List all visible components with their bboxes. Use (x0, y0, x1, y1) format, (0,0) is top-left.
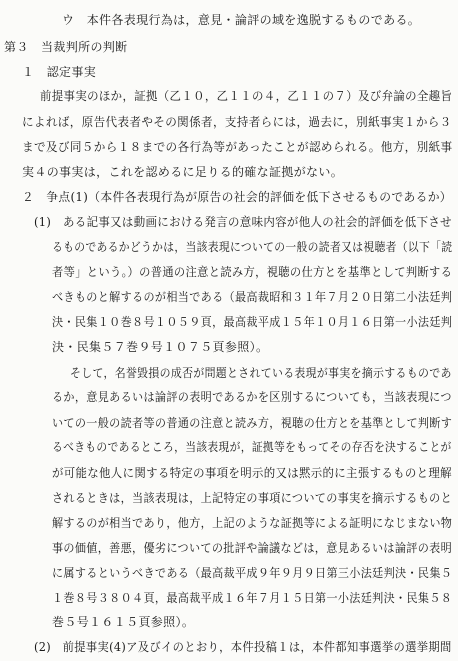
paragraph-line: いての一般の読者等の普通の注意と読み方，視聴の仕方とを基準として判断す (52, 415, 453, 430)
paragraph-line: べきものと解するのが相当である（最高裁昭和３１年７月２０日第二小法廷判 (52, 289, 453, 304)
paragraph-line: によれば，原告代表者やその関係者，支持者らには，過去に，別紙事実１から３ (22, 114, 452, 129)
paragraph-line: 決・民集１０巻８号１０５９頁，最高裁平成１５年１０月１６日第一小法廷判 (52, 315, 453, 330)
heading-nintei-jijitsu: １ 認定事実 (22, 64, 97, 79)
paragraph-line: 解するのが相当であり，他方，上記のような証拠等による証明になじまない物 (52, 516, 453, 530)
paragraph-line: 決・民集５７巻９号１０７５頁参照）。 (52, 340, 269, 355)
paragraph-line: 事の価値，善悪，優劣についての批評や論議などは，意見あるいは論評の表明 (52, 540, 453, 555)
heading-dai3: 第３ 当裁判所の判断 (4, 40, 128, 55)
paragraph-line: そして，名誉毀損の成否が問題とされている表現が事実を摘示するものであ (70, 365, 452, 380)
paragraph-line: １巻８号３８０４頁，最高裁平成１６年７月１５日第一小法廷判決・民集５８ (52, 590, 453, 605)
paragraph-line: 者等」という。）の普通の注意と読み方，視聴の仕方とを基準として判断する (52, 265, 453, 280)
heading-soten-1: ２ 争点(1)（本件各表現行為が原告の社会的評価を低下させるものであるか） (22, 189, 452, 204)
paragraph-line: るべきものであるところ，当該表現が，証拠等をもってその存否を決することが (52, 440, 452, 455)
paragraph-line: まで及び同５から１８までの各行為等があったことが認められる。他方，別紙事 (22, 139, 453, 154)
paragraph-line: に属するというべきである（最高裁平成９年９月９日第三小法廷判決・民集５ (52, 566, 453, 581)
paragraph-line: るか，意見あるいは論評の表明であるかを区別するについても，当該表現につ (52, 390, 452, 405)
paragraph-line: るものであるかどうかは，当該表現についての一般の読者又は視聴者（以下「読 (52, 239, 453, 254)
paragraph-line: が可能な他人に関する特定の事項を明示的又は黙示的に主張するものと理解 (52, 465, 452, 480)
paragraph-line: 巻５号１６１５頁参照）。 (52, 615, 195, 630)
paragraph-line: 前提事実のほか，証拠（乙１０，乙１１の４，乙１１の７）及び弁論の全趣旨 (40, 89, 453, 104)
paragraph-line: 実４の事実は，これを認めるに足りる的確な証拠がない。 (22, 165, 344, 179)
section-u-conclusion: ウ 本件各表現行為は，意見・論評の域を逸脱するものである。 (62, 12, 421, 27)
paragraph-line: (2) 前提事実(4)ア及びイのとおり，本件投稿１は，本件都知事選挙の選挙期間 (34, 640, 452, 654)
paragraph-line: されるときは，当該表現は，上記特定の事項についての事実を摘示するものと (52, 490, 453, 505)
paragraph-line: (1) ある記事又は動画における発言の意味内容が他人の社会的評価を低下させ (34, 215, 452, 230)
